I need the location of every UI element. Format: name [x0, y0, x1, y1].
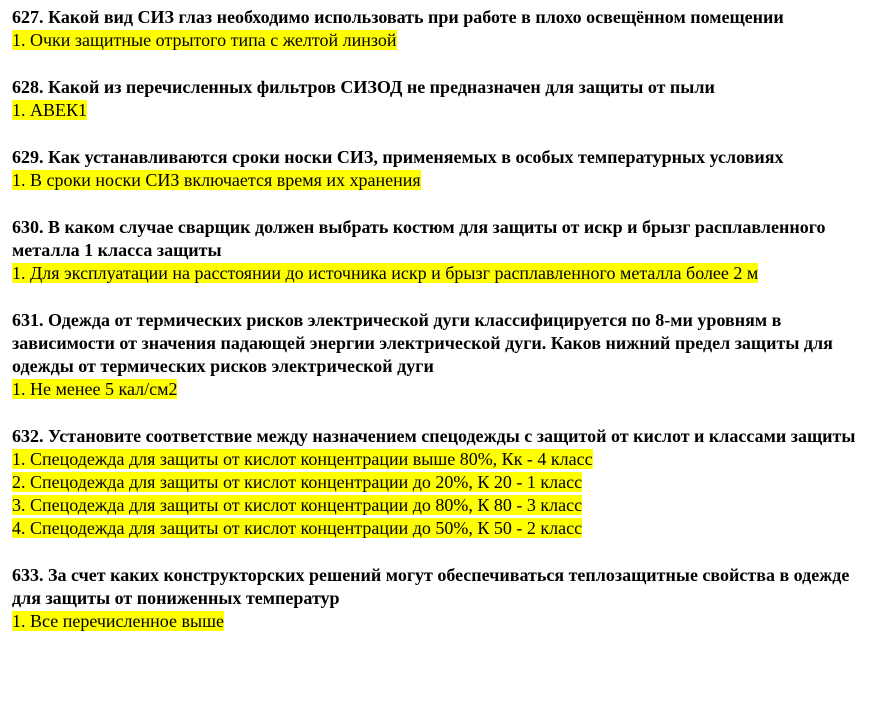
question-block-631 — [12, 309, 864, 401]
answer-item — [12, 610, 864, 633]
answer-highlight: 1. Для эксплуатации на расстоянии до источника искр и брызг расплавленного металла более 2 м — [12, 263, 759, 283]
answer-list — [12, 29, 864, 52]
question-text: 628. Какой из перечисленных фильтров СИЗОД не предназначен для защиты от пыли — [12, 77, 715, 97]
question-text: 632. Установите соответствие между назначением спецодежды с защитой от кислот и классами защиты — [12, 426, 856, 446]
answer-list — [12, 448, 864, 540]
answer-highlight: 1. В сроки носки СИЗ включается время их хранения — [12, 170, 421, 190]
question-block-627 — [12, 6, 864, 52]
answer-item — [12, 99, 864, 122]
answer-list — [12, 610, 864, 633]
question-block-633 — [12, 564, 864, 633]
answer-item — [12, 517, 864, 540]
question-text: 627. Какой вид СИЗ глаз необходимо использовать при работе в плохо освещённом помещении — [12, 7, 784, 27]
answer-item — [12, 448, 864, 471]
answer-item — [12, 494, 864, 517]
question-block-629 — [12, 146, 864, 192]
answer-list — [12, 99, 864, 122]
answer-highlight: 1. Очки защитные отрытого типа с желтой линзой — [12, 30, 397, 50]
answer-highlight: 3. Спецодежда для защиты от кислот концентрации до 80%, К 80 - 3 класс — [12, 495, 583, 515]
answer-item — [12, 262, 864, 285]
answer-highlight: 2. Спецодежда для защиты от кислот концентрации до 20%, К 20 - 1 класс — [12, 472, 583, 492]
question-text: 631. Одежда от термических рисков электрической дуги классифицируется по 8-ми уровням в зависимости от значения падающей энергии электрической дуги. Каков нижний предел защиты для одежды от термических рисков электрической дуги — [12, 310, 833, 376]
answer-item — [12, 378, 864, 401]
document — [12, 6, 864, 657]
answer-highlight: 1. АВЕК1 — [12, 100, 88, 120]
question-text: 629. Как устанавливаются сроки носки СИЗ, применяемых в особых температурных условиях — [12, 147, 784, 167]
answer-list — [12, 169, 864, 192]
question-block-628 — [12, 76, 864, 122]
question-text: 630. В каком случае сварщик должен выбрать костюм для защиты от искр и брызг расплавленного металла 1 класса защиты — [12, 217, 826, 260]
answer-highlight: 1. Спецодежда для защиты от кислот концентрации выше 80%, Кк - 4 класс — [12, 449, 593, 469]
answer-list — [12, 262, 864, 285]
question-block-630 — [12, 216, 864, 285]
answer-highlight: 4. Спецодежда для защиты от кислот концентрации до 50%, К 50 - 2 класс — [12, 518, 583, 538]
question-block-632 — [12, 425, 864, 540]
answer-highlight: 1. Все перечисленное выше — [12, 611, 224, 631]
answer-highlight: 1. Не менее 5 кал/см2 — [12, 379, 178, 399]
answer-item — [12, 471, 864, 494]
question-text: 633. За счет каких конструкторских решений могут обеспечиваться теплозащитные свойства в одежде для защиты от пониженных температур — [12, 565, 850, 608]
answer-item — [12, 169, 864, 192]
answer-list — [12, 378, 864, 401]
answer-item — [12, 29, 864, 52]
